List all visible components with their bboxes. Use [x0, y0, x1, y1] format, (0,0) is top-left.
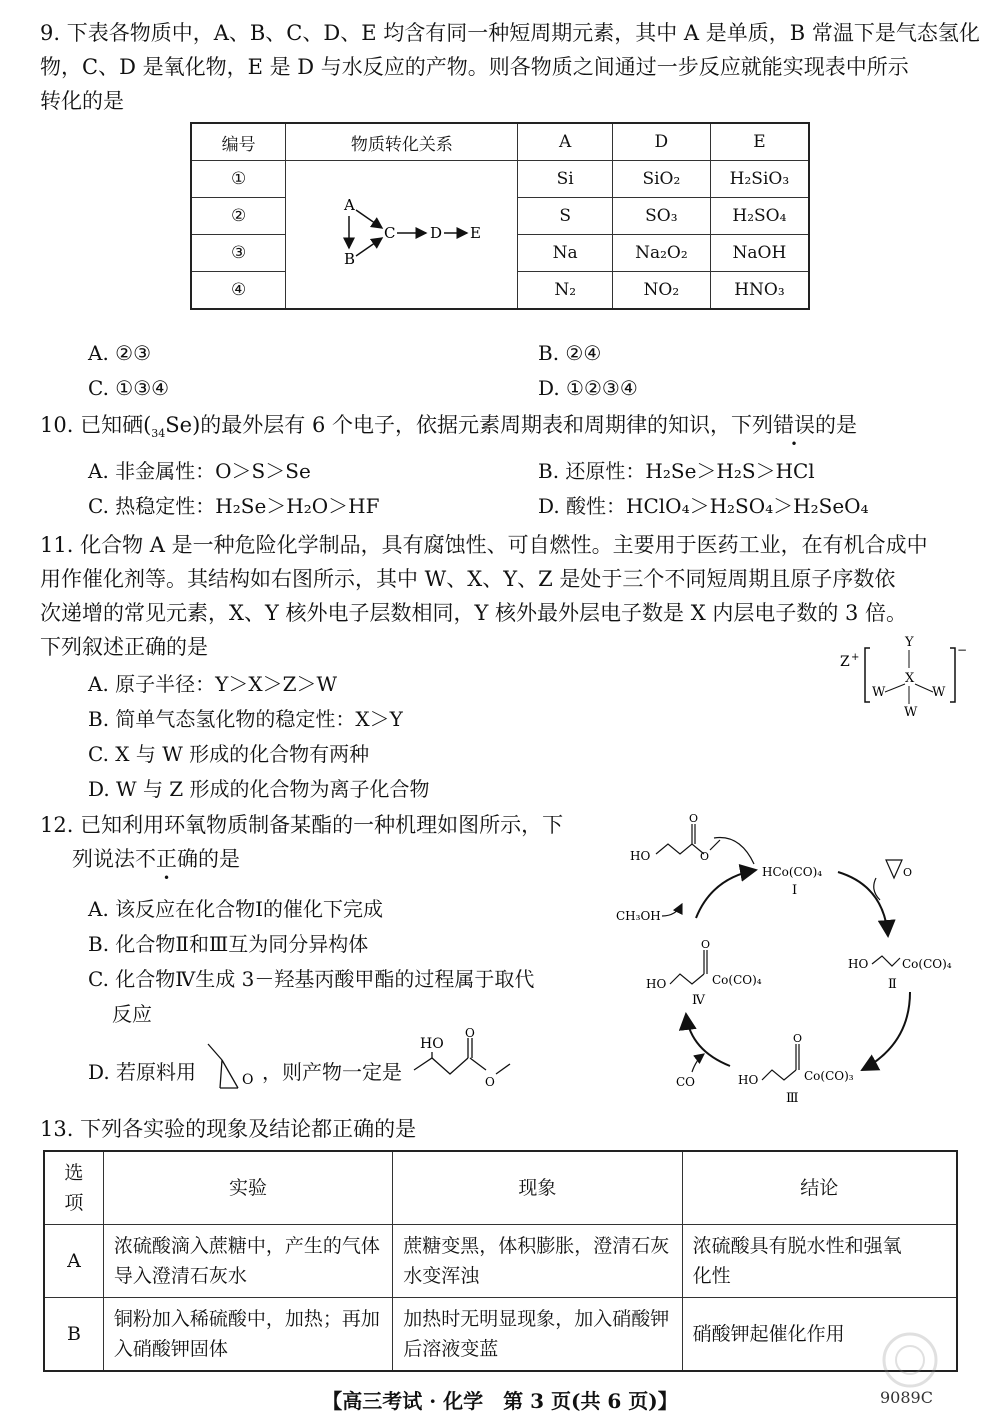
q13-table-header	[44, 1151, 957, 1225]
ester-release-arrow	[714, 838, 754, 864]
row-observation	[393, 1225, 682, 1298]
q10-emphasis: 错误	[772, 413, 815, 437]
header-cell: A	[518, 123, 612, 161]
arc-iv-to-i	[696, 870, 756, 918]
q10-option-c[interactable]: C. 热稳定性：H₂Se＞H₂O＞HF	[88, 494, 380, 518]
header-cell: E	[710, 123, 809, 161]
cell-d: SO₃	[612, 198, 710, 235]
row-experiment	[103, 1225, 392, 1298]
row-number: ④	[191, 272, 286, 310]
q12-option-b[interactable]: B. 化合物Ⅱ和Ⅲ互为同分异构体	[88, 932, 369, 956]
experiment-line-2: 导入澄清石灰水	[113, 1265, 247, 1287]
q12-option-a[interactable]: A. 该反应在化合物Ⅰ的催化下完成	[88, 897, 384, 921]
compound-iv-label: Ⅳ	[692, 993, 705, 1008]
iii-cobalt: Co(CO)₃	[804, 1069, 854, 1083]
diagram-c: C	[383, 224, 396, 242]
ii-ho: HO	[848, 957, 869, 971]
row-experiment	[103, 1298, 392, 1372]
diagram-d: D	[429, 224, 442, 242]
ester-o: O	[700, 850, 710, 863]
cell-a: S	[518, 198, 612, 235]
q10-stem-post: 的是	[814, 413, 857, 437]
q12-line-2-pre: 列说法	[72, 847, 135, 871]
row-number: ①	[191, 161, 286, 198]
conclusion-line-2: 化性	[692, 1265, 731, 1287]
cell-a: Si	[518, 161, 612, 198]
q11-line-4: 下列叙述正确的是	[40, 635, 208, 659]
structure-z: Z	[840, 654, 850, 670]
q9-option-d[interactable]: D. ①②③④	[538, 376, 638, 400]
conclusion-line-1: 硝酸钾起催化作用	[692, 1323, 845, 1345]
bond-x-w-right	[915, 684, 933, 692]
product-carbonyl-o: O	[465, 1026, 475, 1040]
table-row	[44, 1225, 957, 1298]
q11-option-c[interactable]: C. X 与 W 形成的化合物有两种	[88, 742, 370, 766]
q9-option-b[interactable]: B. ②④	[538, 341, 602, 365]
cell-d: Na₂O₂	[612, 235, 710, 272]
diagram-b: B	[343, 250, 355, 268]
cell-e: H₂SiO₃	[710, 161, 809, 198]
arrow-b-to-c	[356, 238, 382, 256]
q9-option-a[interactable]: A. ②③	[88, 341, 152, 365]
compound-iii-label: Ⅲ	[786, 1091, 799, 1106]
q11-option-d[interactable]: D. W 与 Z 形成的化合物为离子化合物	[88, 777, 430, 801]
question-11	[40, 528, 968, 664]
q11-option-b[interactable]: B. 简单气态氢化物的稳定性：X＞Y	[88, 707, 403, 731]
q9-option-c[interactable]: C. ①③④	[88, 376, 170, 400]
cell-e: NaOH	[710, 235, 809, 272]
left-bracket	[865, 648, 870, 702]
q12-emphasis: 不正确	[135, 847, 198, 871]
structure-x: X	[905, 671, 915, 686]
q13-table	[43, 1150, 958, 1372]
co-label: CO	[676, 1075, 696, 1089]
q12-option-c-cont: 反应	[112, 1002, 152, 1026]
structure-w-bottom: W	[904, 705, 918, 720]
observation-line-2: 水变浑浊	[403, 1265, 480, 1287]
q12-line-1: 12. 已知利用环氧物质制备某酯的一种机理如图所示，下	[40, 813, 564, 837]
catalyst-label: HCo(CO)₄	[762, 865, 823, 879]
table-row	[191, 161, 809, 198]
methanol-arrow	[662, 904, 682, 916]
co-arrow	[692, 1054, 704, 1072]
structure-w-left: W	[872, 685, 886, 700]
iii-ho: HO	[738, 1073, 759, 1087]
q12-option-c[interactable]: C. 化合物Ⅳ生成 3－羟基丙酸甲酯的过程属于取代	[88, 967, 535, 991]
observation-line-2: 后溶液变蓝	[403, 1338, 499, 1360]
catalytic-cycle-diagram	[600, 808, 970, 1108]
observation-line-1: 加热时无明显现象，加入硝酸钾	[403, 1308, 670, 1330]
arc-iii-to-iv	[686, 1014, 730, 1066]
paper-code: 9089C	[880, 1388, 933, 1407]
methanol-label: CH₃OH	[616, 909, 661, 923]
product-ester-structure	[410, 1026, 520, 1100]
product-ester-o: O	[485, 1075, 495, 1089]
structure-y: Y	[905, 635, 914, 650]
q11-line-2: 用作催化剂等。其结构如右图所示，其中 W、X、Y、Z 是处于三个不同短周期且原子序数依	[40, 567, 896, 591]
q9-table	[190, 122, 810, 310]
q10-option-a[interactable]: A. 非金属性：O＞S＞Se	[88, 459, 311, 483]
cell-d: NO₂	[612, 272, 710, 310]
cell-e: HNO₃	[710, 272, 809, 310]
experiment-line-1: 铜粉加入稀硫酸中，加热；再加	[113, 1308, 380, 1330]
q10-atomic-number: 34	[151, 427, 166, 441]
right-bracket	[950, 648, 955, 702]
arc-ii-to-iii	[862, 992, 910, 1070]
methyl-epoxide-structure	[200, 1038, 270, 1098]
header-cell: 选项	[44, 1151, 103, 1225]
q12-line-2-post: 的是	[198, 847, 240, 871]
row-conclusion	[682, 1225, 957, 1298]
diagram-e: E	[469, 224, 481, 242]
cell-d: SiO₂	[612, 161, 710, 198]
structure-z-charge: +	[851, 652, 860, 663]
conversion-diagram-cell	[286, 161, 518, 310]
q9-line-3: 转化的是	[40, 89, 124, 113]
iv-carbonyl-o: O	[701, 938, 711, 951]
ester-carbonyl-o: O	[689, 812, 699, 825]
q11-line-3: 次递增的常见元素，X、Y 核外电子层数相同，Y 核外最外层电子数是 X 内层电子数的 3 倍。	[40, 601, 908, 625]
row-option: B	[44, 1298, 103, 1372]
q11-option-a[interactable]: A. 原子半径：Y＞X＞Z＞W	[88, 672, 338, 696]
row-option: A	[44, 1225, 103, 1298]
compound-ii-label: Ⅱ	[888, 977, 897, 992]
header-cell: 结论	[682, 1151, 957, 1225]
q10-stem-pre: 10. 已知硒(	[40, 413, 152, 437]
q12-option-d-mid: ，则产物一定是	[262, 1060, 402, 1084]
conversion-diagram	[302, 172, 502, 292]
header-cell: 编号	[191, 123, 286, 161]
observation-line-1: 蔗糖变黑，体积膨胀，澄清石灰	[403, 1235, 670, 1257]
question-12	[40, 808, 620, 876]
page-footer: 【高三考试 · 化学 第 3 页(共 6 页)】	[322, 1389, 678, 1413]
header-cell: 物质转化关系	[286, 123, 518, 161]
compound-i-label: Ⅰ	[792, 883, 798, 898]
q13-stem: 13. 下列各实验的现象及结论都正确的是	[40, 1117, 417, 1141]
ester-ho: HO	[630, 849, 651, 863]
watermark-logo	[855, 1330, 965, 1390]
q10-option-b[interactable]: B. 还原性：H₂Se＞H₂S＞HCl	[538, 459, 815, 483]
row-number: ②	[191, 198, 286, 235]
q12-line-2	[40, 842, 620, 876]
cycle-epoxide-o: O	[903, 866, 913, 879]
arc-i-to-ii	[838, 872, 888, 936]
arrow-a-to-c	[356, 210, 382, 228]
q11-structure-diagram	[835, 630, 968, 720]
question-9	[40, 16, 980, 118]
structure-w-right: W	[932, 685, 946, 700]
q11-line-1: 11. 化合物 A 是一种危险化学制品，具有腐蚀性、可自燃性。主要用于医药工业，在有机合成中	[40, 533, 928, 557]
structure-charge: −	[957, 643, 968, 657]
cell-e: H₂SO₄	[710, 198, 809, 235]
q10-option-d[interactable]: D. 酸性：HClO₄＞H₂SO₄＞H₂SeO₄	[538, 494, 869, 518]
iii-carbonyl-o: O	[793, 1032, 803, 1045]
product-hydroxyl: HO	[420, 1036, 444, 1052]
experiment-line-1: 浓硫酸滴入蔗糖中，产生的气体	[113, 1235, 380, 1257]
q10-stem	[40, 408, 965, 451]
header-cell: D	[612, 123, 710, 161]
cell-a: N₂	[518, 272, 612, 310]
table-row	[44, 1298, 957, 1372]
q9-table-header	[191, 123, 809, 161]
q9-line-2: 物，C、D 是氧化物，E 是 D 与水反应的产物。则各物质之间通过一步反应就能实现表中所示	[40, 55, 909, 79]
question-13	[40, 1112, 965, 1146]
header-cell: 现象	[393, 1151, 682, 1225]
iv-ho: HO	[646, 977, 667, 991]
row-number: ③	[191, 235, 286, 272]
ii-cobalt: Co(CO)₄	[902, 957, 952, 971]
q12-option-d-pre: D. 若原料用	[88, 1060, 197, 1084]
diagram-a: A	[343, 196, 355, 214]
experiment-line-2: 入硝酸钾固体	[113, 1338, 228, 1360]
conclusion-line-1: 浓硫酸具有脱水性和强氧	[692, 1235, 902, 1257]
q10-stem-mid: Se)的最外层有 6 个电子，依据元素周期表和周期律的知识，下列	[165, 413, 773, 437]
epoxide-oxygen: O	[242, 1072, 254, 1088]
q12-option-d[interactable]	[88, 1056, 196, 1088]
row-observation	[393, 1298, 682, 1372]
question-10	[40, 408, 965, 451]
q9-line-1: 9. 下表各物质中，A、B、C、D、E 均含有同一种短周期元素，其中 A 是单质，B 常温下是气态氢化	[40, 21, 980, 45]
bond-x-w-left	[885, 684, 905, 692]
iv-cobalt: Co(CO)₄	[712, 973, 762, 987]
cell-a: Na	[518, 235, 612, 272]
header-cell: 实验	[103, 1151, 392, 1225]
